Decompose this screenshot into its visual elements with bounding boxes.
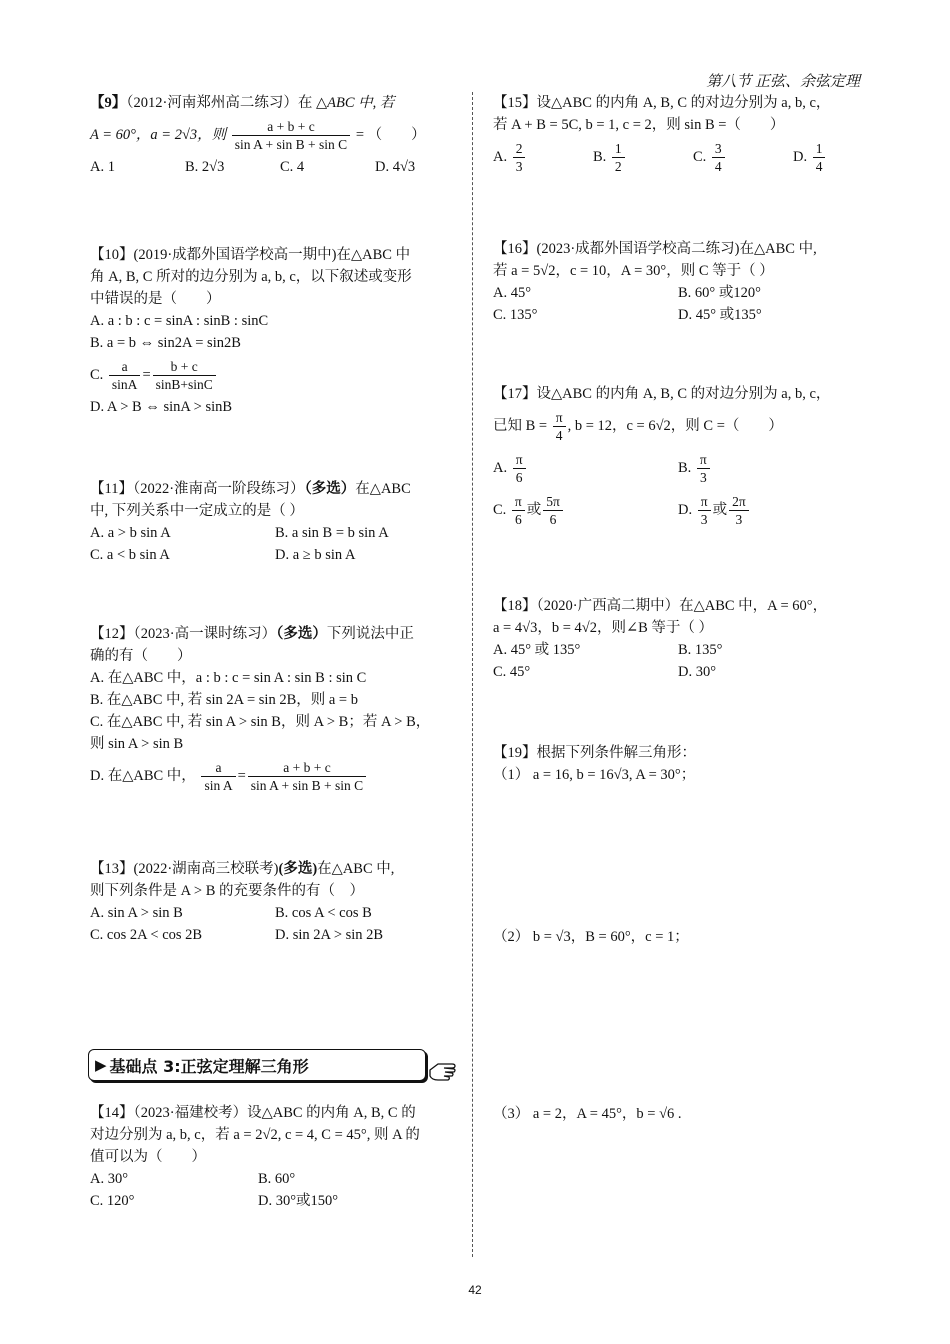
question-19 xyxy=(493,742,865,786)
q15-option-b[interactable] xyxy=(593,136,693,178)
q15-opta-label: A. xyxy=(493,149,508,165)
section-title: 基础点 3:正弦定理解三角形 xyxy=(109,1056,309,1076)
question-10 xyxy=(90,244,465,418)
q17-opta-frac xyxy=(513,451,526,486)
q9-option-a[interactable]: A. 1 xyxy=(90,159,115,175)
q9-frac-den: sin A + sin B + sin C xyxy=(234,137,348,153)
q10-option-d[interactable]: D. A > B ⇔ sinA > sinB xyxy=(90,399,233,415)
q17-optd-label: D. xyxy=(678,502,693,518)
q9-option-b[interactable]: B. 2√3 xyxy=(185,159,225,175)
q15-optc-den: 4 xyxy=(714,159,722,175)
q18-option-d[interactable]: D. 30° xyxy=(678,664,717,680)
q17-options-row1 xyxy=(493,447,865,489)
question-11 xyxy=(90,478,465,566)
q17-line2a: 已知 B = xyxy=(493,418,548,434)
q11-option-a[interactable]: A. a > b sin A xyxy=(90,525,171,541)
q19-part3: （3） a = 2，A = 45°，b = √6 . xyxy=(493,1106,682,1122)
q13-options xyxy=(90,902,465,946)
q12-optd-num2: a + b + c xyxy=(248,759,366,777)
q10-optc-den2: sinB+sinC xyxy=(155,377,213,393)
q17-optd-num1: π xyxy=(698,493,711,511)
q9-option-d[interactable]: D. 4√3 xyxy=(375,159,416,175)
q17-optd-or: 或 xyxy=(712,502,728,518)
q12-line1a: 【12】（2023·高一课时练习） xyxy=(90,626,277,642)
q15-optc-frac xyxy=(712,140,725,175)
question-14 xyxy=(90,1102,465,1212)
q17-optc-num1: π xyxy=(512,493,525,511)
q14-options xyxy=(90,1168,465,1212)
page-number: 42 xyxy=(468,1283,482,1297)
q10-line1: 【10】(2019·成都外国语学校高一期中)在△ABC 中 xyxy=(90,247,411,263)
q18-option-a[interactable]: A. 45° 或 135° xyxy=(493,642,581,658)
q12-optd-frac1 xyxy=(201,759,235,794)
q10-option-c[interactable]: C. $\frac{a}{\sin A}$ = $\frac{b + c}{\sin B+\sin C}$ xyxy=(90,354,465,396)
q17-optc-frac2 xyxy=(543,493,563,528)
q17-optc-label: C. xyxy=(493,502,507,518)
q10-optc-num2: b + c xyxy=(153,358,216,376)
q11-options xyxy=(90,522,465,566)
q10-optc-frac1 xyxy=(109,358,141,393)
q17-line1: 【17】设△ABC 的内角 A, B, C 的对边分别为 a, b, c， xyxy=(493,386,831,402)
q17-opta-label: A. xyxy=(493,460,508,476)
q9-tail: = （ ） xyxy=(355,127,426,143)
q13-line1c: 在△ABC 中, xyxy=(317,861,395,877)
q12-option-c-line1[interactable]: C. 在△ABC 中, 若 sin A > sin B，则 A > B；若 A > B， xyxy=(90,714,431,730)
q9-line1-tail: △ABC 中, 若 xyxy=(315,95,395,111)
q17-opta-den: 6 xyxy=(515,470,523,486)
question-16 xyxy=(493,238,865,326)
q12-multi-tag: （多选） xyxy=(276,626,327,642)
q15-opta-den: 3 xyxy=(515,159,523,175)
question-17 xyxy=(493,383,865,531)
q12-optd-den2: sin A + sin B + sin C xyxy=(250,778,364,794)
q17-options-row2 xyxy=(493,489,865,531)
q12-optd-label: D. 在△ABC 中， xyxy=(90,768,196,784)
q17-b-den: 4 xyxy=(555,428,563,444)
q9-condition: A = 60°，a = 2√3，则 xyxy=(90,127,227,143)
q17-optb-den: 3 xyxy=(699,470,707,486)
q18-option-c[interactable]: C. 45° xyxy=(493,664,531,680)
q15-optb-label: B. xyxy=(593,149,607,165)
q18-option-b[interactable]: B. 135° xyxy=(678,642,723,658)
q10-option-a[interactable]: A. a : b : c = sinA : sinB : sinC xyxy=(90,313,269,329)
q17-optc-den2: 6 xyxy=(549,512,557,528)
q12-optd-den1: sin A xyxy=(204,778,233,794)
q17-option-c[interactable] xyxy=(493,489,678,531)
question-13 xyxy=(90,858,465,946)
q12-line1c: 下列说法中正 xyxy=(326,626,414,642)
q12-line2: 确的有（ ） xyxy=(90,648,192,664)
q16-options xyxy=(493,282,865,326)
q16-option-d[interactable]: D. 45° 或135° xyxy=(678,307,762,323)
q9-options xyxy=(90,156,465,178)
q11-line1c: 在△ABC xyxy=(355,481,411,497)
page-header: 第八节 正弦、余弦定理 xyxy=(706,74,860,90)
q10-optc-num1: a xyxy=(109,358,141,376)
q19-part2-block xyxy=(493,926,865,948)
q16-option-c[interactable]: C. 135° xyxy=(493,307,538,323)
q9-tag: 【9】 xyxy=(90,95,127,111)
q15-optb-frac xyxy=(612,140,625,175)
q11-multi-tag: （多选） xyxy=(304,481,356,497)
q17-optd-frac2 xyxy=(729,493,749,528)
q15-opta-num: 2 xyxy=(513,140,526,158)
question-12 xyxy=(90,623,465,797)
q17-option-a[interactable] xyxy=(493,447,678,489)
q15-optd-frac xyxy=(813,140,826,175)
q18-line2: a = 4√3，b = 4√2，则∠B 等于（ ） xyxy=(493,620,714,636)
q19-part1: （1） a = 16, b = 16√3, A = 30°； xyxy=(493,767,696,783)
q16-line1: 【16】(2023·成都外国语学校高二练习)在△ABC 中, xyxy=(493,241,817,257)
q17-optb-frac xyxy=(697,451,710,486)
q17-optd-den1: 3 xyxy=(700,512,708,528)
q12-optd-num1: a xyxy=(201,759,235,777)
q15-optc-label: C. xyxy=(693,149,707,165)
q14-line1: 【14】（2023·福建校考）设△ABC 的内角 A, B, C 的 xyxy=(90,1105,416,1121)
q17-optc-frac1 xyxy=(512,493,525,528)
q10-line3: 中错误的是（ ） xyxy=(90,291,221,307)
q13-option-c[interactable]: C. cos 2A < cos 2B xyxy=(90,927,203,943)
q17-optc-den1: 6 xyxy=(514,512,522,528)
q17-option-d[interactable] xyxy=(678,489,863,531)
q19-part2: （2） b = √3，B = 60°，c = 1； xyxy=(493,929,689,945)
q17-optc-or: 或 xyxy=(526,502,542,518)
q15-option-a[interactable] xyxy=(493,136,593,178)
q15-optc-num: 3 xyxy=(712,140,725,158)
q9-fraction xyxy=(232,118,350,153)
q17-optb-num: π xyxy=(697,451,710,469)
q12-option-c-line2: 则 sin A > sin B xyxy=(90,736,184,752)
q9-source: （2012·河南郑州高二练习）在 xyxy=(126,95,313,111)
q15-optd-num: 1 xyxy=(813,140,826,158)
q11-line1a: 【11】（2022·淮南高一阶段练习） xyxy=(90,481,305,497)
q17-optb-label: B. xyxy=(678,460,692,476)
q10-option-b[interactable]: B. a = b ⇔ sin2A = sin2B xyxy=(90,335,241,351)
q15-optb-den: 2 xyxy=(614,159,622,175)
q17-line2b: , b = 12，c = 6√2，则 C =（ ） xyxy=(567,418,783,434)
q11-option-c[interactable]: C. a < b sin A xyxy=(90,547,170,563)
q15-options xyxy=(493,136,865,178)
q17-optd-frac1 xyxy=(698,493,711,528)
q12-optd-frac2 xyxy=(248,759,366,794)
q10-optc-den1: sinA xyxy=(111,377,138,393)
q17-opta-num: π xyxy=(513,451,526,469)
q9-option-c[interactable]: C. 4 xyxy=(280,159,305,175)
q18-line1: 【18】（2020·广西高二期中）在△ABC 中，A = 60°， xyxy=(493,598,828,614)
q15-line1: 【15】设△ABC 的内角 A, B, C 的对边分别为 a, b, c， xyxy=(493,95,831,111)
q10-optc-label: C. xyxy=(90,367,104,383)
q17-b-num: π xyxy=(553,409,566,427)
question-18 xyxy=(493,595,865,683)
q15-option-c[interactable] xyxy=(693,136,793,178)
q14-option-b[interactable]: B. 60° xyxy=(258,1171,296,1187)
q15-option-d[interactable] xyxy=(793,136,865,178)
q10-optc-frac2 xyxy=(153,358,216,393)
q9-frac-num: a + b + c xyxy=(232,118,350,136)
q19-part3-block xyxy=(493,1103,865,1125)
section-banner xyxy=(88,1049,426,1081)
q17-optc-num2: 5π xyxy=(543,493,563,511)
q12-option-b[interactable]: B. 在△ABC 中, 若 sin 2A = sin 2B，则 a = b xyxy=(90,692,358,708)
q19-line1: 【19】根据下列条件解三角形： xyxy=(493,745,696,761)
q16-line2: 若 a = 5√2，c = 10，A = 30°，则 C 等于（ ） xyxy=(493,263,774,279)
q11-option-d[interactable]: D. a ≥ b sin A xyxy=(275,547,356,563)
q13-line2: 则下列条件是 A > B 的充要条件的有（ ） xyxy=(90,883,365,899)
question-9 xyxy=(90,92,465,178)
q14-option-c[interactable]: C. 120° xyxy=(90,1193,135,1209)
q12-option-d[interactable]: D. 在△ABC 中， $\frac{a}{\text{sin A}}$ = $\frac{a + b + c}{\text{sin A + sin B + sin C}}$ xyxy=(90,755,465,797)
q13-option-a[interactable]: A. sin A > sin B xyxy=(90,905,183,921)
q15-line2: 若 A + B = 5C, b = 1, c = 2，则 sin B =（ ） xyxy=(493,117,785,133)
q13-multi-tag: (多选) xyxy=(278,861,318,877)
question-15 xyxy=(493,92,865,178)
q14-line3: 值可以为（ ） xyxy=(90,1149,206,1165)
q17-optd-num2: 2π xyxy=(729,493,749,511)
q14-option-a[interactable]: A. 30° xyxy=(90,1171,129,1187)
q11-line2: 中, 下列关系中一定成立的是（ ） xyxy=(90,503,304,519)
q13-option-d[interactable]: D. sin 2A > sin 2B xyxy=(275,927,384,943)
q17-b-frac xyxy=(553,409,566,444)
q15-optb-num: 1 xyxy=(612,140,625,158)
q15-optd-den: 4 xyxy=(815,159,823,175)
q10-line2: 角 A, B, C 所对的边分别为 a, b, c，以下叙述或变形 xyxy=(90,269,412,285)
q15-optd-label: D. xyxy=(793,149,808,165)
q11-option-b[interactable]: B. a sin B = b sin A xyxy=(275,525,389,541)
q14-option-d[interactable]: D. 30°或150° xyxy=(258,1193,339,1209)
q15-opta-frac xyxy=(513,140,526,175)
q14-line2: 对边分别为 a, b, c，若 a = 2√2, c = 4, C = 45°, 则 A 的 xyxy=(90,1127,420,1143)
q17-option-b[interactable] xyxy=(678,447,863,489)
q18-options xyxy=(493,639,865,683)
play-triangle-icon: ▶ xyxy=(95,1056,107,1074)
q13-option-b[interactable]: B. cos A < cos B xyxy=(275,905,372,921)
q12-option-a[interactable]: A. 在△ABC 中，a : b : c = sin A : sin B : sin C xyxy=(90,670,367,686)
q16-option-a[interactable]: A. 45° xyxy=(493,285,532,301)
q17-optd-den2: 3 xyxy=(735,512,743,528)
pointing-hand-icon xyxy=(428,1056,458,1082)
q16-option-b[interactable]: B. 60° 或120° xyxy=(678,285,761,301)
column-divider xyxy=(472,92,473,1257)
q13-line1a: 【13】(2022·湖南高三校联考) xyxy=(90,861,279,877)
